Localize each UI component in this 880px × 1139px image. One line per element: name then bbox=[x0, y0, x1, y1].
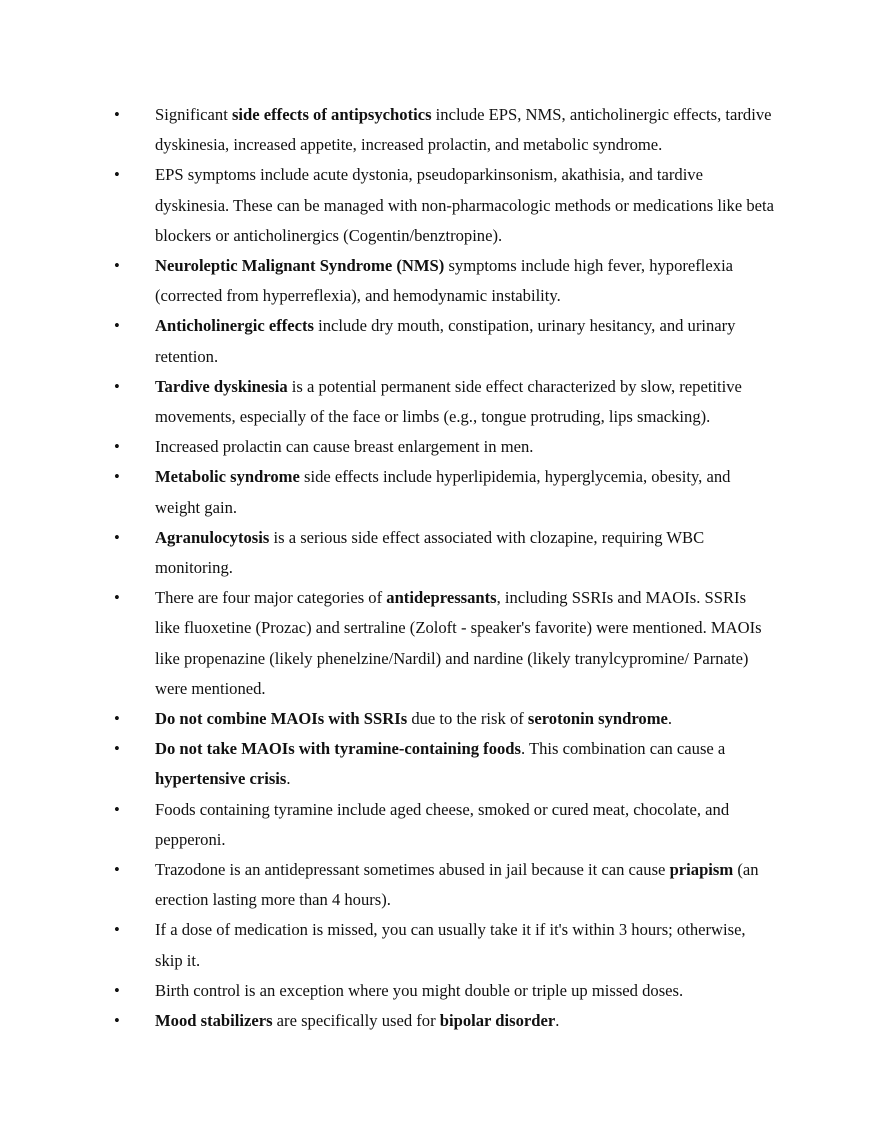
bold-term: Anticholinergic effects bbox=[155, 316, 314, 336]
text-run: EPS symptoms include acute dystonia, pseudoparkinsonism, akathisia, and tardive dyskinesia. These can be managed with non-pharmacologic methods or medications like beta blockers or anticholinergics (Cogentin/benztropine). bbox=[155, 165, 775, 245]
bullet-icon: • bbox=[114, 256, 120, 276]
bullet-icon: • bbox=[114, 799, 120, 819]
bullet-icon: • bbox=[114, 437, 120, 457]
bullet-list bbox=[114, 100, 774, 1036]
bold-term: Mood stabilizers bbox=[155, 1011, 273, 1031]
bullet-icon: • bbox=[114, 1011, 120, 1031]
list-item bbox=[114, 976, 774, 1006]
text-run: . bbox=[555, 1011, 560, 1031]
list-item-text bbox=[155, 377, 742, 426]
list-item bbox=[114, 915, 774, 975]
text-run: Trazodone is an antidepressant sometimes abused in jail because it can cause bbox=[155, 860, 670, 880]
list-item bbox=[114, 855, 774, 915]
text-run: is a serious side effect associated with clozapine, requiring WBC monitoring. bbox=[155, 527, 705, 578]
list-item bbox=[114, 523, 774, 583]
list-item-text bbox=[155, 467, 730, 516]
text-run: (an erection lasting more than 4 hours). bbox=[155, 860, 759, 910]
text-run: . bbox=[667, 709, 673, 729]
text-run: . bbox=[286, 769, 291, 789]
list-item-text bbox=[155, 437, 533, 456]
text-run: is a potential permanent side effect characterized by slow, repetitive movements, especially of the face or limbs (e.g., tongue protruding, lips smacking). bbox=[155, 376, 742, 427]
text-run: , including SSRIs and MAOIs. SSRIs like fluoxetine (Prozac) and sertraline (Zoloft - speaker's favorite) were mentioned. MAOIs like propenazine (likely phenelzine/Nardil) and nardine (likely tranylcypromine/ Parnate) were mentioned. bbox=[155, 588, 762, 698]
bold-term: side effects of antipsychotics bbox=[231, 105, 432, 124]
list-item bbox=[114, 160, 774, 251]
list-item-text bbox=[155, 316, 735, 365]
bullet-icon: • bbox=[114, 860, 120, 880]
bullet-icon: • bbox=[114, 467, 120, 487]
text-run: are specifically used for bbox=[272, 1011, 440, 1031]
bold-term: Do not combine MAOIs with SSRIs bbox=[155, 709, 408, 729]
list-item bbox=[114, 100, 774, 160]
text-run: Significant bbox=[155, 105, 232, 124]
text-run: include dry mouth, constipation, urinary hesitancy, and urinary retention. bbox=[155, 316, 736, 366]
list-item bbox=[114, 462, 774, 522]
bold-term: bipolar disorder bbox=[439, 1011, 556, 1031]
bold-term: Neuroleptic Malignant Syndrome (NMS) bbox=[155, 256, 445, 276]
list-item bbox=[114, 583, 774, 704]
bold-term: antidepressants bbox=[386, 588, 497, 608]
text-run: symptoms include high fever, hyporeflexia (corrected from hyperreflexia), and hemodynamic instability. bbox=[155, 256, 734, 306]
list-item-text bbox=[155, 105, 771, 154]
list-item bbox=[114, 1006, 774, 1036]
bullet-icon: • bbox=[114, 980, 120, 1000]
list-item-text bbox=[155, 1011, 559, 1030]
bold-term: serotonin syndrome bbox=[527, 709, 668, 729]
bullet-icon: • bbox=[114, 105, 120, 124]
bullet-icon: • bbox=[114, 316, 120, 336]
list-item-text bbox=[155, 739, 725, 788]
bold-term: Do not take MAOIs with tyramine-containing foods bbox=[155, 739, 521, 759]
bullet-icon: • bbox=[114, 376, 120, 396]
list-item-text bbox=[155, 165, 774, 244]
list-item bbox=[114, 311, 774, 371]
list-item bbox=[114, 372, 774, 432]
text-run: Birth control is an exception where you might double or triple up missed doses. bbox=[155, 980, 684, 1000]
list-item-text bbox=[155, 588, 762, 698]
bold-term: Tardive dyskinesia bbox=[155, 376, 288, 396]
list-item-text bbox=[155, 256, 733, 305]
text-run: There are four major categories of bbox=[155, 588, 387, 608]
bold-term: priapism bbox=[669, 860, 734, 880]
bold-term: Metabolic syndrome bbox=[155, 467, 300, 487]
text-run: . This combination can cause a bbox=[521, 739, 726, 759]
list-item bbox=[114, 795, 774, 855]
bullet-icon: • bbox=[114, 527, 120, 547]
text-run: include EPS, NMS, anticholinergic effects, tardive dyskinesia, increased appetite, increased prolactin, and metabolic syndrome. bbox=[155, 105, 772, 155]
list-item bbox=[114, 704, 774, 734]
bullet-icon: • bbox=[114, 709, 120, 729]
list-item-text bbox=[155, 981, 683, 1000]
text-run: Foods containing tyramine include aged cheese, smoked or cured meat, chocolate, and pepperoni. bbox=[155, 799, 730, 849]
text-run: Increased prolactin can cause breast enlargement in men. bbox=[155, 437, 534, 457]
bullet-icon: • bbox=[114, 588, 120, 608]
list-item bbox=[114, 432, 774, 462]
text-run: side effects include hyperlipidemia, hyperglycemia, obesity, and weight gain. bbox=[155, 467, 731, 517]
text-run: due to the risk of bbox=[407, 709, 528, 729]
list-item bbox=[114, 734, 774, 794]
list-item-text bbox=[155, 800, 729, 849]
list-item-text bbox=[155, 709, 672, 728]
list-item bbox=[114, 251, 774, 311]
bullet-icon: • bbox=[114, 739, 120, 759]
list-item-text bbox=[155, 860, 759, 909]
list-item-text bbox=[155, 920, 746, 969]
text-run: If a dose of medication is missed, you can usually take it if it's within 3 hours; otherwise, skip it. bbox=[155, 920, 746, 970]
bullet-icon: • bbox=[114, 165, 120, 185]
bold-term: hypertensive crisis bbox=[155, 769, 287, 789]
bullet-icon: • bbox=[114, 920, 120, 940]
list-item-text bbox=[155, 528, 704, 577]
bold-term: Agranulocytosis bbox=[155, 527, 270, 547]
